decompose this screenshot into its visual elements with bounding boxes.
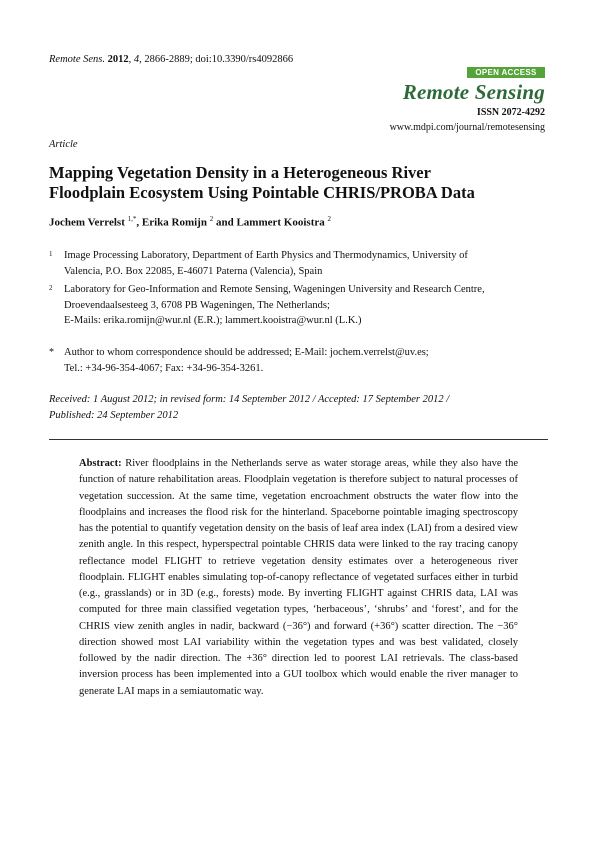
author-affiliation-mark: 2 (209, 215, 214, 223)
header-divider (49, 439, 548, 440)
abstract-label: Abstract: (79, 458, 122, 469)
article-type: Article (49, 139, 78, 150)
title-line-2: Floodplain Ecosystem Using Pointable CHRIS/PROBA Data (49, 183, 475, 202)
journal-url: www.mdpi.com/journal/remotesensing (389, 122, 545, 133)
citation-volume: 4 (133, 54, 140, 65)
correspondence-line: Author to whom correspondence should be addressed; E-Mail: jochem.verrelst@uv.es; (64, 347, 429, 358)
author-affiliation-mark: 2 (327, 215, 331, 223)
open-access-badge: OPEN ACCESS (467, 67, 545, 78)
abstract (79, 456, 518, 700)
abstract-body: River floodplains in the Netherlands serve as water storage areas, while they also have the function of nature rehabilitation areas. Floodplain vegetation is therefore subject to natural processes of vegetation succession. At the same time, vegetation encroachment obstructs the water flow into the floodplains and increases the flood risk for the hinterland. Spaceborne pointable imaging spectroscopy has the potential to quantify vegetation density on the basis of leaf area index (LAI) from a desired view zenith angle. In this respect, hyperspectral pointable CHRIS data were linked to the ray tracing canopy reflectance model FLIGHT to retrieve vegetation density estimates over a heterogeneous river floodplain. FLIGHT enables simulating top-of-canopy reflectance of vegetated surfaces either in turbid (e.g., grasslands) or in 3D (e.g., forests) mode. By inverting FLIGHT against CHRIS data, LAI was computed for three main classified vegetation types, ‘herbaceous’, ‘shrubs’ and ‘forest’, and for the CHRIS view zenith angles in nadir, backward (−36°) and forward (+36°) scatter direction. The −36° direction showed most LAI variability within the vegetation types and was best validated, closely followed by the nadir direction. The +36° direction led to poorest LAI retrievals. The class-based inversion process has been implemented into a GUI toolbox which would enable the river manager to generate LAI maps in a semiautomatic way. (79, 458, 519, 697)
correspondence-line: Tel.: +34-96-354-4067; Fax: +34-96-354-3261. (64, 362, 264, 374)
citation-year: 2012 (107, 54, 129, 65)
publication-dates (49, 392, 549, 424)
affiliation-line: Image Processing Laboratory, Department of Earth Physics and Thermodynamics, University of (64, 250, 468, 261)
affiliation-line: Laboratory for Geo-Information and Remote Sensing, Wageningen University and Research Centre, (64, 284, 485, 295)
author-name: Lammert Kooistra (236, 216, 325, 229)
correspondence-note (49, 345, 549, 376)
citation-line: Remote Sens. 2012, 4, 2866-2889; doi:10.3390/rs4092866 (49, 54, 294, 65)
dates-line-2: Published: 24 September 2012 (49, 410, 179, 421)
affiliation-1 (49, 248, 549, 279)
author-name: Jochem Verrelst (49, 216, 125, 229)
affiliation-number: 2 (49, 284, 53, 292)
affiliation-line: Valencia, P.O. Box 22085, E-46071 Paterna (Valencia), Spain (64, 265, 323, 277)
author-affiliation-mark: 1, (127, 215, 133, 223)
dates-line-1: Received: 1 August 2012; in revised form: 14 September 2012 / Accepted: 17 September 2012 / (49, 394, 450, 405)
affiliation-2 (49, 282, 549, 329)
journal-title: Remote Sensing (402, 80, 545, 104)
journal-issn: ISSN 2072-4292 (476, 107, 545, 118)
corresponding-author-mark: * (49, 347, 54, 358)
citation-journal: Remote Sens. (49, 54, 105, 65)
citation-rest: , 2866-2889; doi:10.3390/rs4092866 (139, 54, 294, 65)
author-separator: , (136, 216, 142, 229)
title-line-1: Mapping Vegetation Density in a Heterogeneous River (49, 163, 431, 182)
affiliation-number: 1 (49, 250, 53, 258)
author-separator: and (213, 216, 237, 229)
affiliation-line: Droevendaalsesteeg 3, 6708 PB Wageningen, The Netherlands; (64, 299, 330, 311)
affiliation-line: E-Mails: erika.romijn@wur.nl (E.R.); lammert.kooistra@wur.nl (L.K.) (64, 315, 362, 327)
corresponding-author-mark: * (132, 215, 137, 223)
author-name: Erika Romijn (141, 216, 207, 229)
article-title (49, 163, 549, 203)
author-list (49, 215, 331, 229)
